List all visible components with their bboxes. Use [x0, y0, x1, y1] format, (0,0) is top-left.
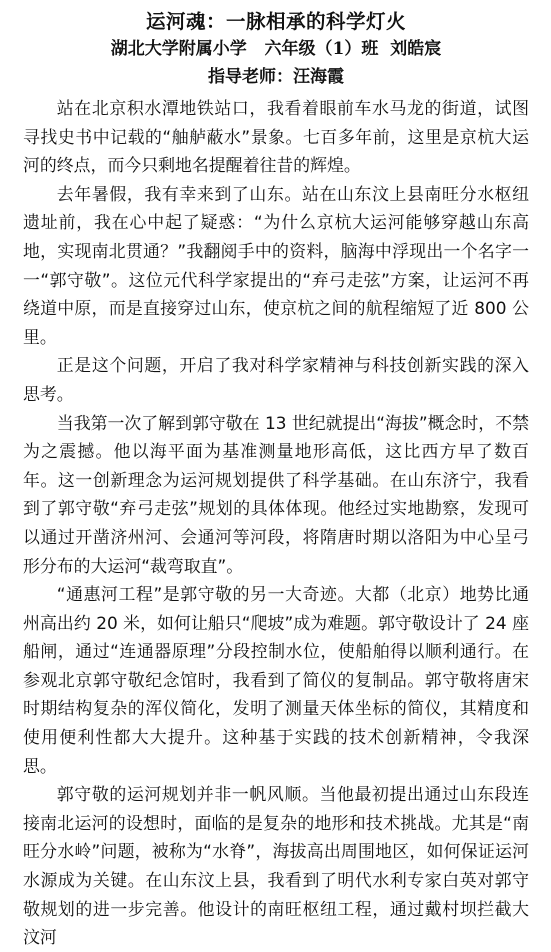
paragraph-1: 站在北京积水潭地铁站口，我看着眼前车水马龙的街道，试图寻找史书中记载的“舳舻蔽水”景象。七百多年前，这里是京杭大运河的终点，而今只剩地名提醒着往昔的辉煌。	[23, 98, 529, 176]
essay-title: 运河魂：一脉相承的科学灯火	[145, 10, 406, 33]
paragraph-2: 去年暑假，我有幸来到了山东。站在山东汶上县南旺分水枢纽遗址前，我在心中起了疑惑：“为什么京杭大运河能够穿越山东高地，实现南北贯通？”我翻阅手中的资料，脑海中浮现出一个名字一一“郭守敬”。这位元代科学家提出的“弃弓走弦”方案，让运河不再绕道中原，而是直接穿过山东，使京杭之间的航程缩短了近 800 公里。	[23, 183, 529, 347]
paragraph-5: “通惠河工程”是郭守敬的另一大奇迹。大都（北京）地势比通州高出约 20 米，如何让船只“爬坡”成为难题。郭守敬设计了 24 座船闸，通过“连通器原理”分段控制水位，使船舶得以顺利通行。在参观北京郭守敬纪念馆时，我看到了简仪的复制品。郭守敬将唐宋时期结构复杂的浑仪简化，发明了测量天体坐标的简仪，其精度和使用便利性都大大提升。这种基于实践的技术创新精神，令我深思。	[23, 584, 529, 776]
advisor-line: 指导老师：汪海霞	[208, 67, 344, 87]
paragraph-3: 正是这个问题，开启了我对科学家精神与科技创新实践的深入思考。	[23, 355, 529, 404]
essay-body	[23, 94, 529, 952]
paragraph-6: 郭守敬的运河规划并非一帆风顺。当他最初提出通过山东段连接南北运河的设想时，面临的是复杂的地形和技术挑战。尤其是“南旺分水岭”问题，被称为“水脊”，海拔高出周围地区，如何保证运河水源成为关键。在山东汶上县，我看到了明代水利专家白英对郭守敬规划的进一步完善。他设计的南旺枢纽工程，通过戴村坝拦截大汶河	[23, 784, 529, 948]
paragraph-4: 当我第一次了解到郭守敬在 13 世纪就提出“海拔”概念时，不禁为之震撼。他以海平面为基准测量地形高低，这比西方早了数百年。这一创新理念为运河规划提供了科学基础。在山东济宁，我看到了郭守敬“弃弓走弦”规划的具体体现。他经过实地勘察，发现可以通过开凿济州河、会通河等河段，将隋唐时期以洛阳为中心呈弓形分布的大运河“裁弯取直”。	[23, 412, 529, 576]
author-byline: 湖北大学附属小学 六年级（1）班 刘皓宸	[110, 39, 442, 59]
